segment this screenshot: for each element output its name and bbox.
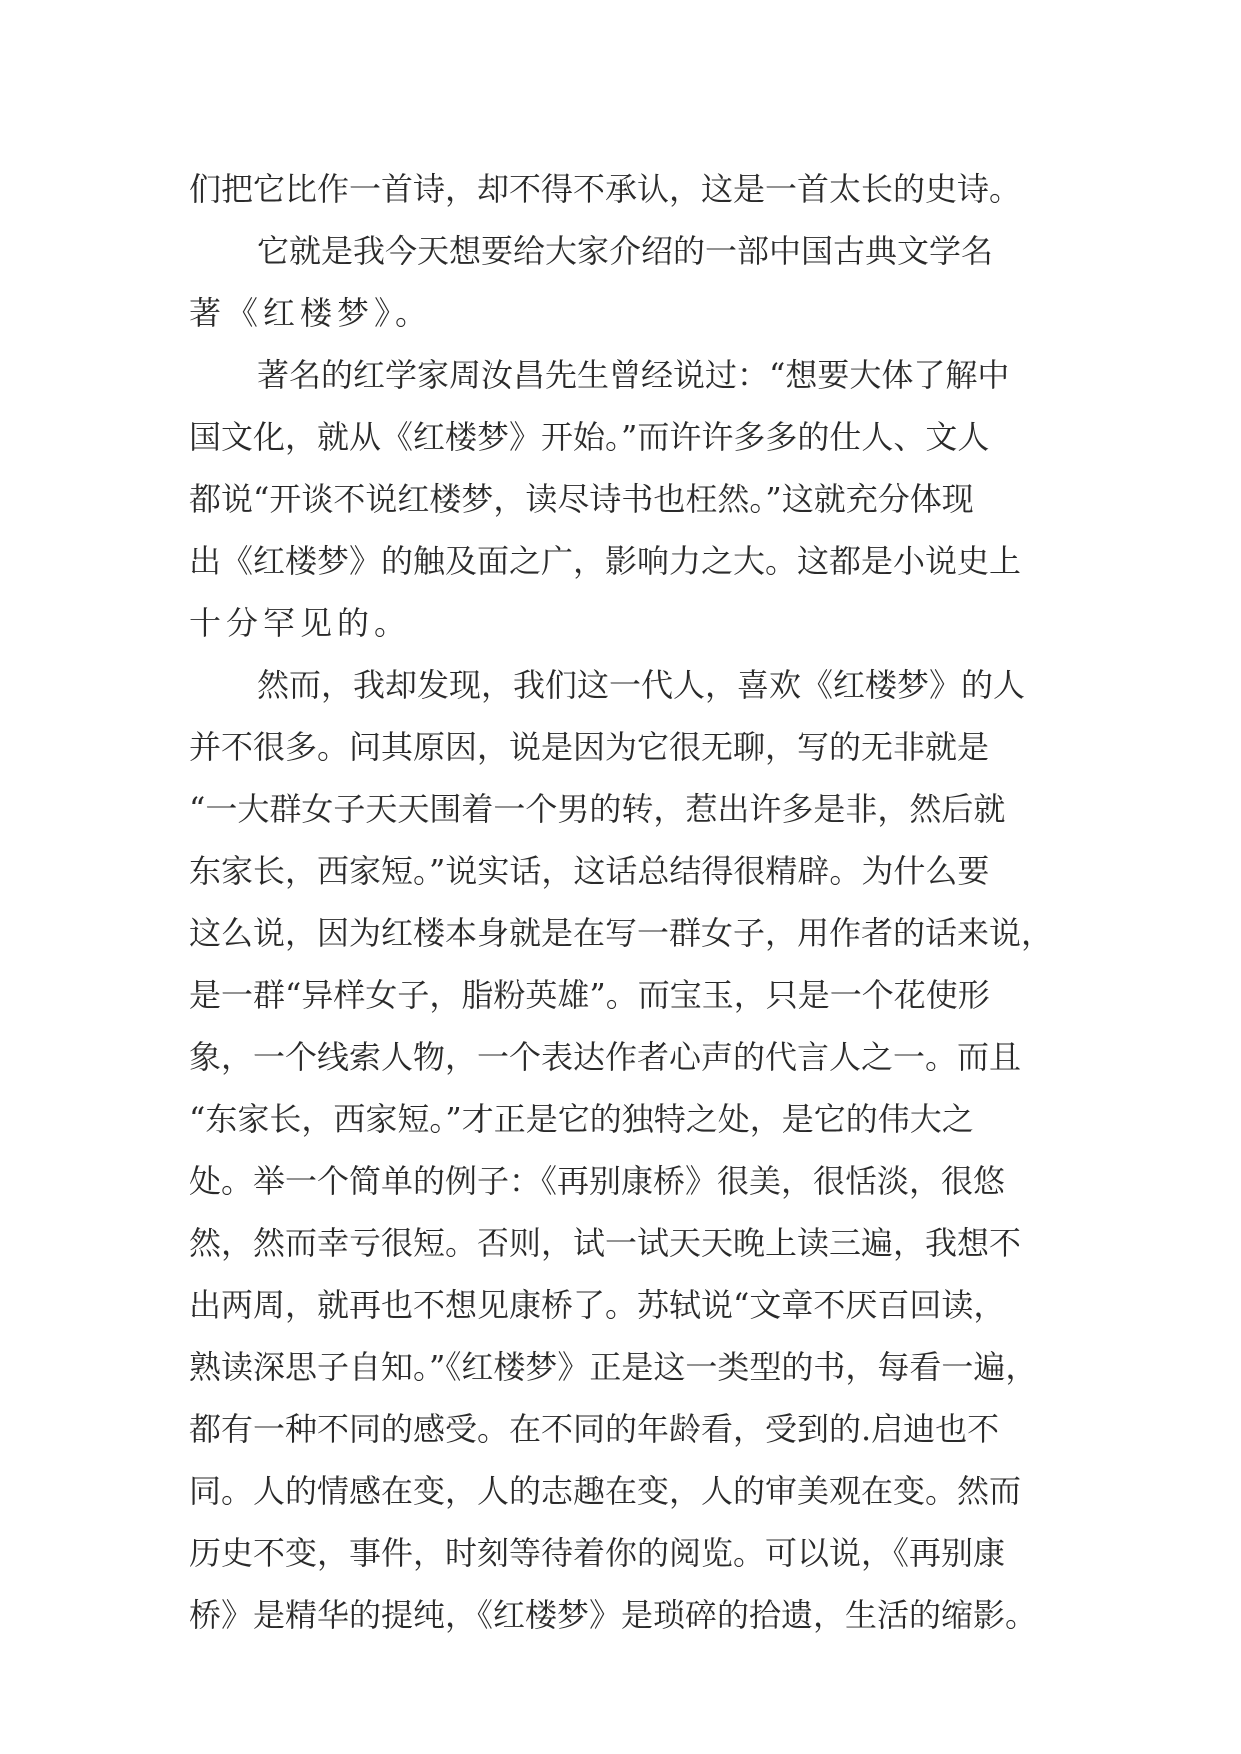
text-line: 出《红楼梦》的触及面之广，影响力之大。这都是小说史上 <box>189 542 1022 580</box>
text-line: “一大群女子天天围着一个男的转，惹出许多是非，然后就 <box>189 790 1006 828</box>
text-line: 这么说，因为红楼本身就是在写一群女子，用作者的话来说， <box>189 914 1054 952</box>
text-line: 出两周，就再也不想见康桥了。苏轼说“文章不厌百回读， <box>189 1286 1006 1324</box>
text-line: “东家长，西家短。”才正是它的独特之处，是它的伟大之 <box>189 1100 974 1138</box>
text-line: 象，一个线索人物，一个表达作者心声的代言人之一。而且 <box>189 1038 1022 1076</box>
text-line: 是一群“异样女子，脂粉英雄”。而宝玉，只是一个花使形 <box>189 976 990 1014</box>
text-line: 十分罕见的。 <box>189 604 412 642</box>
text-line: 处。举一个简单的例子：《再别康桥》很美，很恬淡，很悠 <box>189 1162 1006 1200</box>
text-line: 桥》是精华的提纯，《红楼梦》是琐碎的拾遗，生活的缩影。 <box>189 1596 1038 1634</box>
text-line: 都有一种不同的感受。在不同的年龄看，受到的.启迪也不 <box>189 1410 1000 1448</box>
text-line: 然，然而幸亏很短。否则，试一试天天晚上读三遍，我想不 <box>189 1224 1022 1262</box>
text-line: 同。人的情感在变，人的志趣在变，人的审美观在变。然而 <box>189 1472 1022 1510</box>
text-line: 们把它比作一首诗，却不得不承认，这是一首太长的史诗。 <box>189 170 1022 208</box>
text-line: 国文化，就从《红楼梦》开始。”而许许多多的仕人、文人 <box>189 418 990 456</box>
text-line: 东家长，西家短。”说实话，这话总结得很精辟。为什么要 <box>189 852 990 890</box>
body-text <box>189 158 1089 1646</box>
text-line: 历史不变，事件，时刻等待着你的阅览。可以说，《再别康 <box>189 1534 1006 1572</box>
text-line: 它就是我今天想要给大家介绍的一部中国古典文学名 <box>257 232 994 270</box>
text-line: 并不很多。问其原因，说是因为它很无聊，写的无非就是 <box>189 728 990 766</box>
text-line: 熟读深思子自知。”《红楼梦》正是这一类型的书，每看一遍， <box>189 1348 1038 1386</box>
text-line: 著《红楼梦》。 <box>189 294 433 332</box>
text-line: 都说“开谈不说红楼梦，读尽诗书也枉然。”这就充分体现 <box>189 480 974 518</box>
text-line: 然而，我却发现，我们这一代人，喜欢《红楼梦》的人 <box>257 666 1026 704</box>
text-line: 著名的红学家周汝昌先生曾经说过：“想要大体了解中 <box>257 356 1010 394</box>
